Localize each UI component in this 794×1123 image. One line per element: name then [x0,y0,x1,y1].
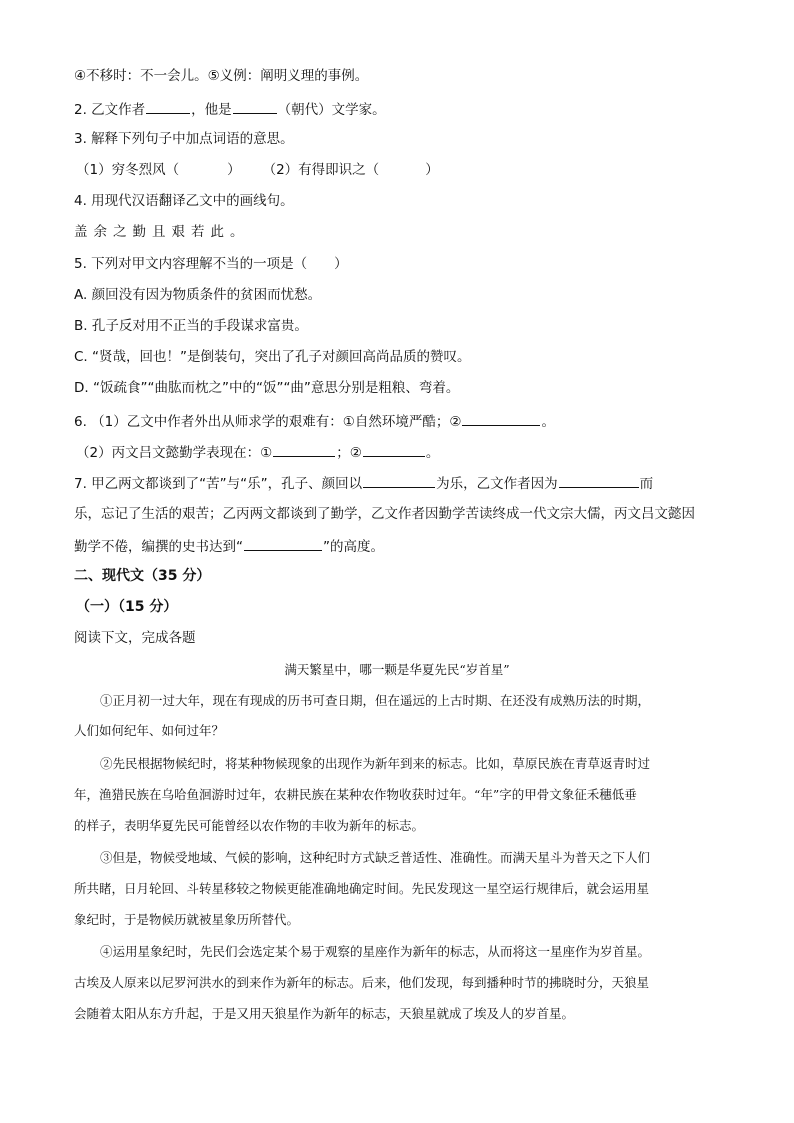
para-2-line-1: ②先民根据物候纪时，将某种物候现象的出现作为新年到来的标志。比如，草原民族在青草返青时过 [100,756,651,771]
q7-blank-2[interactable] [559,473,639,488]
q2-text-c: （朝代）文学家。 [277,102,386,118]
para-2-line-2: 年，渔猎民族在乌哈鱼洄游时过年，农耕民族在某种农作物收获时过年。“年”字的甲骨文象征禾穗低垂 [74,787,637,802]
q6-2-blank-2[interactable] [363,442,425,457]
q2-text-b: ，他是 [191,102,232,118]
q6-2-end: 。 [425,445,440,461]
notes-line: ④不移时：不一会儿。⑤义例：阐明义理的事例。 [74,68,369,84]
q7-text-4: 勤学不倦，编撰的史书达到“ [74,539,243,555]
para-3-line-1: ③但是，物候受地域、气候的影响，这种纪时方式缺乏普适性、准确性。而满天星斗为普天之下人们 [100,850,651,865]
q7-blank-1[interactable] [363,473,435,488]
q6-1-text: 6. （1）乙文中作者外出从师求学的艰难有：①自然环境严酷；② [74,414,462,430]
article-title: 满天繁星中，哪一颗是华夏先民“岁首星” [284,662,510,677]
q6-1-blank[interactable] [462,411,540,426]
question-3: 3. 解释下列句子中加点词语的意思。 [74,131,294,147]
q7-text-1: 7. 甲乙两文都谈到了“苦”与“乐”，孔子、颜回以 [74,476,363,492]
q3-item-2: （2）有得即识之（ [262,162,380,178]
para-3-line-3: 象纪时，于是物候历就被星象历所替代。 [74,912,300,927]
q2-blank-author[interactable] [146,99,190,114]
para-1-line-2: 人们如何纪年、如何过年？ [74,723,225,738]
option-b[interactable]: B. 孔子反对用不正当的手段谋求富贵。 [74,318,308,334]
question-7-line1 [74,473,653,493]
q6-2-mid: ；② [336,445,362,461]
q6-2-blank-1[interactable] [273,442,335,457]
q7-text-3: 而 [639,476,654,492]
question-7-line2: 乐，忘记了生活的艰苦；乙丙两文都谈到了勤学，乙文作者因勤学苦读终成一代文宗大儒，丙文吕文懿因 [74,506,695,522]
q7-blank-3[interactable] [244,536,322,551]
q6-2-text: （2）丙文吕文懿勤学表现在：① [76,445,273,461]
instruction: 阅读下文，完成各题 [74,630,196,646]
q7-text-2: 为乐，乙文作者因为 [436,476,558,492]
para-4-line-3: 会随着太阳从东方升起，于是又用天狼星作为新年的标志，天狼星就成了埃及人的岁首星。 [74,1006,575,1021]
para-1-line-1: ①正月初一过大年，现在有现成的历书可查日期，但在遥远的上古时期、在还没有成熟历法的时期， [100,693,651,708]
para-3-line-2: 所共睹，日月轮回、斗转星移较之物候更能准确地确定时间。先民发现这一星空运行规律后，就会运用星 [74,881,650,896]
option-a[interactable]: A. 颜回没有因为物质条件的贫困而忧愁。 [74,287,322,303]
section-heading: 二、现代文（35 分） [74,568,211,584]
q2-blank-dynasty[interactable] [233,99,277,114]
option-d[interactable]: D. “饭疏食”“曲肱而枕之”中的“饭”“曲”意思分别是粗粮、弯着。 [74,380,460,396]
question-2 [74,99,386,119]
para-4-line-1: ④运用星象纪时，先民们会选定某个易于观察的星座作为新年的标志，从而将这一星座作为岁首星。 [100,944,651,959]
question-7-line3 [74,536,384,556]
question-5: 5. 下列对甲文内容理解不当的一项是（ ） [74,256,348,272]
para-2-line-3: 的样子，表明华夏先民可能曾经以农作物的丰收为新年的标志。 [74,818,425,833]
question-6-1 [74,411,555,431]
q3-item-2-close: ） [425,162,439,178]
translation-sentence: 盖余之勤且艰若此。 [74,224,250,240]
q7-text-5: ”的高度。 [323,539,384,555]
question-4: 4. 用现代汉语翻译乙文中的画线句。 [74,193,294,209]
option-c[interactable]: C. “贤哉，回也！”是倒装句，突出了孔子对颜回高尚品质的赞叹。 [74,349,471,365]
question-3-items [76,161,439,179]
q2-text-a: 2. 乙文作者 [74,102,146,118]
para-4-line-2: 古埃及人原来以尼罗河洪水的到来作为新年的标志。后来，他们发现，每到播种时节的拂晓时分，天狼星 [74,975,650,990]
question-6-2 [76,442,439,462]
q6-1-end: 。 [541,414,555,430]
q3-item-1-close: ） [227,162,241,178]
q3-item-1: （1）穷冬烈风（ [76,162,180,178]
part-heading: （一）（15 分） [76,599,178,615]
